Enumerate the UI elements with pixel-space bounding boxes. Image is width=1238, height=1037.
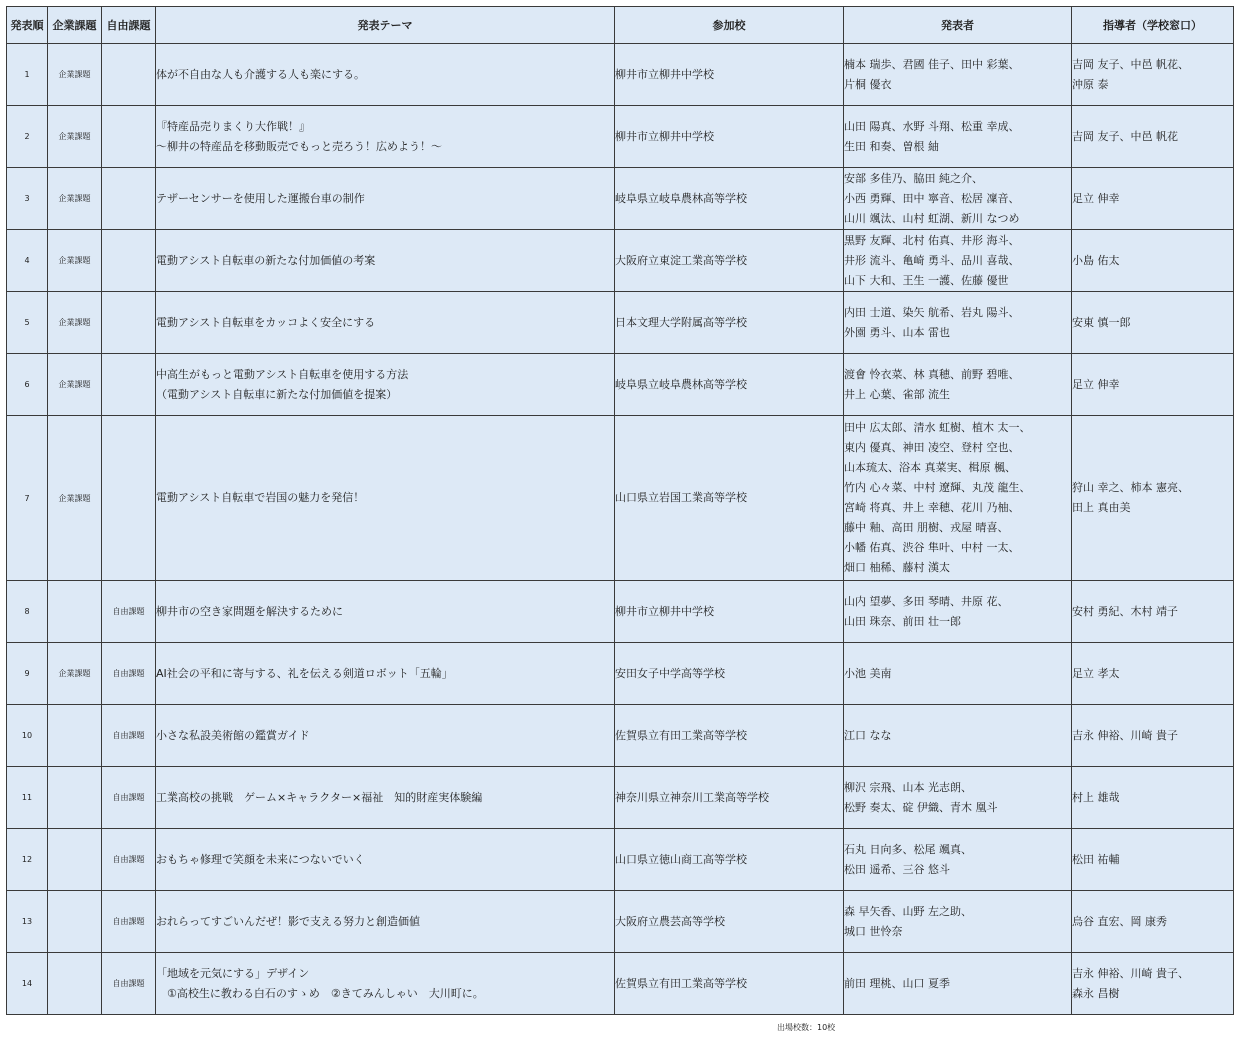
- cell-presenters: 田中 広太郎、清水 虹樹、植木 太一、 東内 優真、神田 凌空、登村 空也、 山本琉太、浴本 真菜実、楫原 楓、 竹内 心々菜、中村 遼輝、丸茂 龍生、 宮崎 将真、井上 幸穂、花川 乃柚、 藤中 釉、高田 朋樹、戎屋 晴喜、 小幡 佑真、渋谷 隼叶、中村 一太、 畑口 柚稀、藤村 漢太: [844, 416, 1072, 581]
- cell-no: 6: [7, 354, 48, 416]
- cell-presenters: 内田 士道、染矢 航希、岩丸 陽斗、 外園 勇斗、山本 雷也: [844, 292, 1072, 354]
- cell-corporate-task: [48, 891, 102, 953]
- cell-corporate-task: [48, 829, 102, 891]
- table-row: [7, 953, 1234, 1015]
- cell-theme: 「地域を元気にする」デザイン ①高校生に教わる白石のすゝめ ②きてみんしゃい 大川町に。: [156, 953, 615, 1015]
- header-advisors: 指導者（学校窓口）: [1072, 7, 1234, 44]
- cell-advisors: 烏谷 直宏、岡 康秀: [1072, 891, 1234, 953]
- cell-advisors: 安東 慎一郎: [1072, 292, 1234, 354]
- cell-school: 大阪府立東淀工業高等学校: [615, 230, 844, 292]
- table-row: [7, 354, 1234, 416]
- cell-no: 10: [7, 705, 48, 767]
- cell-presenters: 楠本 瑞歩、君國 佳子、田中 彩葉、 片桐 優衣: [844, 44, 1072, 106]
- cell-school: 岐阜県立岐阜農林高等学校: [615, 168, 844, 230]
- cell-free-task: [102, 230, 156, 292]
- cell-no: 12: [7, 829, 48, 891]
- cell-advisors: 松田 祐輔: [1072, 829, 1234, 891]
- table-row: [7, 230, 1234, 292]
- cell-school: 大阪府立農芸高等学校: [615, 891, 844, 953]
- cell-corporate-task: 企業課題: [48, 230, 102, 292]
- cell-free-task: 自由課題: [102, 953, 156, 1015]
- cell-free-task: 自由課題: [102, 581, 156, 643]
- cell-theme: 工業高校の挑戦 ゲーム×キャラクター×福祉 知的財産実体験編: [156, 767, 615, 829]
- cell-presenters: 山内 望夢、多田 琴晴、井原 花、 山田 珠奈、前田 壮一郎: [844, 581, 1072, 643]
- header-row: [7, 7, 1234, 44]
- header-school: 参加校: [615, 7, 844, 44]
- cell-free-task: [102, 292, 156, 354]
- header-corporate: 企業課題: [48, 7, 102, 44]
- cell-advisors: 吉永 伸裕、川崎 貴子: [1072, 705, 1234, 767]
- table-row: [7, 829, 1234, 891]
- cell-corporate-task: 企業課題: [48, 168, 102, 230]
- cell-school: 山口県立徳山商工高等学校: [615, 829, 844, 891]
- cell-free-task: [102, 106, 156, 168]
- school-count-note: 出場校数：10校: [777, 1023, 836, 1032]
- cell-no: 11: [7, 767, 48, 829]
- table-row: [7, 891, 1234, 953]
- cell-free-task: 自由課題: [102, 829, 156, 891]
- table-body: [7, 44, 1234, 1015]
- cell-free-task: 自由課題: [102, 643, 156, 705]
- cell-free-task: [102, 416, 156, 581]
- cell-school: 佐賀県立有田工業高等学校: [615, 953, 844, 1015]
- cell-corporate-task: 企業課題: [48, 44, 102, 106]
- cell-free-task: [102, 44, 156, 106]
- cell-corporate-task: 企業課題: [48, 643, 102, 705]
- cell-free-task: 自由課題: [102, 705, 156, 767]
- cell-free-task: [102, 354, 156, 416]
- cell-theme: 電動アシスト自転車で岩国の魅力を発信！: [156, 416, 615, 581]
- cell-school: 山口県立岩国工業高等学校: [615, 416, 844, 581]
- cell-presenters: 渡會 怜衣菜、林 真穂、前野 碧唯、 井上 心葉、雀部 流生: [844, 354, 1072, 416]
- cell-theme: 柳井市の空き家問題を解決するために: [156, 581, 615, 643]
- cell-school: 神奈川県立神奈川工業高等学校: [615, 767, 844, 829]
- table-row: [7, 292, 1234, 354]
- table-row: [7, 643, 1234, 705]
- cell-no: 14: [7, 953, 48, 1015]
- header-free: 自由課題: [102, 7, 156, 44]
- header-no: 発表順: [7, 7, 48, 44]
- cell-theme: おれらってすごいんだぜ！影で支える努力と創造価値: [156, 891, 615, 953]
- cell-advisors: 足立 孝太: [1072, 643, 1234, 705]
- cell-presenters: 柳沢 宗飛、山本 光志朗、 松野 奏太、碇 伊織、青木 凰斗: [844, 767, 1072, 829]
- cell-no: 9: [7, 643, 48, 705]
- cell-theme: テザーセンサーを使用した運搬台車の制作: [156, 168, 615, 230]
- cell-corporate-task: [48, 705, 102, 767]
- cell-corporate-task: [48, 953, 102, 1015]
- table-row: [7, 705, 1234, 767]
- presentation-table: [6, 6, 1234, 1015]
- header-theme: 発表テーマ: [156, 7, 615, 44]
- cell-theme: 中高生がもっと電動アシスト自転車を使用する方法 （電動アシスト自転車に新たな付加価値を提案）: [156, 354, 615, 416]
- cell-presenters: 山田 陽真、水野 斗翔、松重 幸成、 生田 和奏、曽根 紬: [844, 106, 1072, 168]
- table-row: [7, 416, 1234, 581]
- cell-school: 日本文理大学附属高等学校: [615, 292, 844, 354]
- cell-theme: AI社会の平和に寄与する、礼を伝える剣道ロボット「五輪」: [156, 643, 615, 705]
- cell-no: 2: [7, 106, 48, 168]
- cell-corporate-task: 企業課題: [48, 416, 102, 581]
- cell-advisors: 足立 伸幸: [1072, 354, 1234, 416]
- cell-theme: 小さな私設美術館の鑑賞ガイド: [156, 705, 615, 767]
- cell-theme: おもちゃ修理で笑顔を未来につないでいく: [156, 829, 615, 891]
- table-row: [7, 767, 1234, 829]
- cell-no: 4: [7, 230, 48, 292]
- cell-presenters: 前田 理桃、山口 夏季: [844, 953, 1072, 1015]
- cell-theme: 体が不自由な人も介護する人も楽にする。: [156, 44, 615, 106]
- cell-advisors: 小島 佑太: [1072, 230, 1234, 292]
- cell-free-task: [102, 168, 156, 230]
- cell-corporate-task: 企業課題: [48, 106, 102, 168]
- cell-advisors: 吉永 伸裕、川崎 貴子、 森永 昌樹: [1072, 953, 1234, 1015]
- cell-school: 安田女子中学高等学校: [615, 643, 844, 705]
- cell-free-task: 自由課題: [102, 891, 156, 953]
- cell-no: 1: [7, 44, 48, 106]
- cell-advisors: 村上 雄哉: [1072, 767, 1234, 829]
- cell-corporate-task: [48, 581, 102, 643]
- cell-no: 3: [7, 168, 48, 230]
- cell-corporate-task: 企業課題: [48, 292, 102, 354]
- cell-presenters: 石丸 日向多、松尾 颯真、 松田 遥希、三谷 悠斗: [844, 829, 1072, 891]
- cell-presenters: 小池 美南: [844, 643, 1072, 705]
- cell-theme: 電動アシスト自転車の新たな付加価値の考案: [156, 230, 615, 292]
- cell-presenters: 安部 多佳乃、脇田 純之介、 小西 勇輝、田中 寧音、松居 凜音、 山川 颯汰、山村 虹湖、新川 なつめ: [844, 168, 1072, 230]
- table-row: [7, 44, 1234, 106]
- cell-advisors: 足立 伸幸: [1072, 168, 1234, 230]
- cell-advisors: 吉岡 友子、中邑 帆花、 沖原 泰: [1072, 44, 1234, 106]
- cell-free-task: 自由課題: [102, 767, 156, 829]
- table-row: [7, 106, 1234, 168]
- cell-corporate-task: [48, 767, 102, 829]
- cell-presenters: 江口 なな: [844, 705, 1072, 767]
- cell-school: 柳井市立柳井中学校: [615, 44, 844, 106]
- cell-presenters: 黒野 友輝、北村 佑真、井形 海斗、 井形 流斗、亀崎 勇斗、品川 喜哉、 山下 大和、王生 一護、佐藤 優世: [844, 230, 1072, 292]
- cell-no: 13: [7, 891, 48, 953]
- cell-presenters: 森 早矢香、山野 左之助、 城口 世怜奈: [844, 891, 1072, 953]
- cell-advisors: 吉岡 友子、中邑 帆花: [1072, 106, 1234, 168]
- cell-no: 8: [7, 581, 48, 643]
- cell-advisors: 狩山 幸之、柿本 憲亮、 田上 真由美: [1072, 416, 1234, 581]
- cell-school: 柳井市立柳井中学校: [615, 581, 844, 643]
- cell-no: 5: [7, 292, 48, 354]
- cell-school: 佐賀県立有田工業高等学校: [615, 705, 844, 767]
- table-row: [7, 168, 1234, 230]
- cell-advisors: 安村 勇紀、木村 靖子: [1072, 581, 1234, 643]
- header-presenters: 発表者: [844, 7, 1072, 44]
- cell-theme: 『特産品売りまくり大作戦！』 ～柳井の特産品を移動販売でもっと売ろう！広めよう！～: [156, 106, 615, 168]
- cell-school: 柳井市立柳井中学校: [615, 106, 844, 168]
- cell-no: 7: [7, 416, 48, 581]
- cell-corporate-task: 企業課題: [48, 354, 102, 416]
- cell-school: 岐阜県立岐阜農林高等学校: [615, 354, 844, 416]
- cell-theme: 電動アシスト自転車をカッコよく安全にする: [156, 292, 615, 354]
- table-row: [7, 581, 1234, 643]
